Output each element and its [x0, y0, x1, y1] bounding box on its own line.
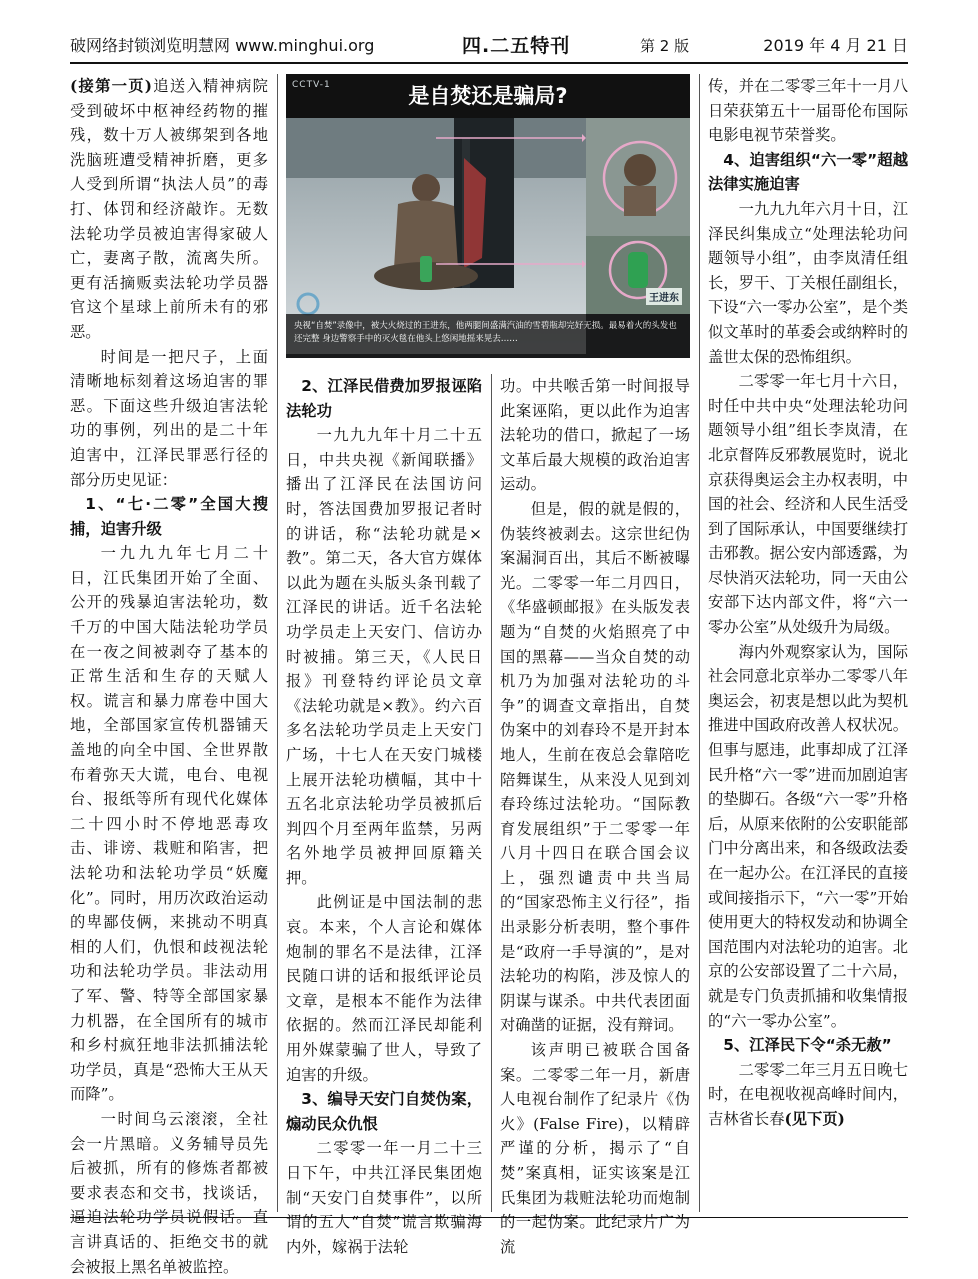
article-column-1 [70, 74, 268, 1279]
section-heading-5: 5、江泽民下令“杀无赦” [723, 1036, 892, 1055]
section-heading-3: 3、编导天安门自焚伪案，煽动民众仇恨 [286, 1090, 482, 1133]
paragraph: 传，并在二零零三年十一月八日荣获第五十一届哥伦布国际电影电视节荣誉奖。 [708, 77, 908, 145]
article-column-3 [500, 374, 690, 1259]
bottle-closeup-inset [586, 236, 690, 314]
section-heading-4: 4、迫害组织“六一零”超越法律实施迫害 [708, 150, 908, 194]
paragraph: 该声明已被联合国备案。二零零二年一月，新唐人电视台制作了纪录片《伪火》(False Fire)，以精辟严谨的分析，揭示了“自焚”案真相，证实该案是江氏集团为栽赃法轮功而炮制的一起伪案。此纪录片广为流 [500, 1041, 690, 1256]
site-banner: 破网络封锁浏览明慧网 www.minghui.org [70, 36, 375, 55]
cctv-logo: CCTV-1 [292, 80, 331, 90]
column-divider [491, 374, 492, 1212]
head-closeup-inset [586, 118, 690, 236]
paragraph: 二零零一年一月二十三日下午，中共江泽民集团炮制“天安门自焚事件”，以所谓的五人“自焚”谎言欺骗海内外，嫁祸于法轮 [286, 1139, 482, 1256]
section-heading-2: 2、江泽民借费加罗报诬陷法轮功 [286, 377, 482, 420]
paragraph: (接第一页)追送入精神病院受到破坏中枢神经药物的摧残，数十万人被绑架到各地洗脑班遭受精神折磨，更多人受到所谓“执法人员”的毒打、体罚和经济敲诈。无数法轮功学员被迫害得家破人亡，妻离子散，流离失所。更有活摘贩卖法轮功学员器官这个星球上前所未有的邪恶。 [70, 77, 268, 341]
paragraph: 一九九九年七月二十日，江氏集团开始了全面、公开的残暴迫害法轮功，数千万的中国大陆法轮功学员在一夜之间被剥夺了基本的正常生活和生存的天赋人权。谎言和暴力席卷中国大地，全部国家宣传机器铺天盖地的向全中国、全世界散布着弥天大谎，电台、电视台、报纸等所有现代化媒体二十四小时不停地恶毒攻击、诽谤、栽赃和陷害，把法轮功和法轮功学员“妖魔化”。同时，用历次政治运动的卑鄙伎俩，来挑动不明真相的人们，仇恨和歧视法轮功和法轮功学员。非法动用了军、警、特等全部国家暴力机器，在全国所有的城市和乡村疯狂地非法抓捕法轮功学员，真是“恐怖大王从天而降”。 [70, 544, 268, 1104]
name-tag: 王进东 [646, 288, 682, 305]
paragraph: 二零零二年三月五日晚七时，在电视收视高峰时间内，吉林省长春(见下页) [708, 1060, 908, 1128]
page-number: 第 2 版 [640, 37, 690, 55]
column-divider [699, 74, 700, 1212]
paragraph: 但是，假的就是假的，伪装终被剥去。这宗世纪伪案漏洞百出，其后不断被曝光。二零零一年二月四日，《华盛顿邮报》在头版发表题为“自焚的火焰照亮了中国的黑幕——当众自焚的动机乃为加强对法轮功的斗争”的调查文章指出，自焚伪案中的刘春玲不是开封本地人，生前在夜总会靠陪吃陪舞谋生，从来没人见到刘春玲练过法轮功。“国际教育发展组织”于二零零一年八月十四日在联合国会议上，强烈谴责中共当局的“国家恐怖主义行径”，指出录影分析表明，整个事件是“政府一手导演的”，是对法轮功的构陷，涉及惊人的阴谋与谋杀。中共代表团面对确凿的证据，没有辩词。 [500, 499, 690, 1035]
issue-date: 2019 年 4 月 21 日 [763, 36, 908, 55]
paragraph: 此例证是中国法制的悲哀。本来，个人言论和媒体炮制的罪名不是法律，江泽民随口讲的话和报纸评论员文章，是根本不能作为法律依据的。然而江泽民却能利用外媒蒙骗了世人，导致了迫害的升级。 [286, 893, 482, 1084]
paragraph: 一时间乌云滚滚，全社会一片黑暗。义务辅导员先后被抓，所有的修炼者都被要求表态和交书，找谈话，逼迫法轮功学员说假话。直言讲真话的、拒绝交书的就会被报上黑名单被监控。 [70, 1109, 268, 1276]
paragraph: 一九九九年十月二十五日，中共央视《新闻联播》播出了江泽民在法国访问时，答法国费加罗报记者时的讲话，称“法轮功就是×教”。第二天，各大官方媒体以此为题在头版头条刊载了江泽民的讲话。近千名法轮功学员走上天安门、信访办时被捕。第三天，《人民日报》刊登特约评论员文章《法轮功就是×教》。约六百多名法轮功学员走上天安门广场，十七人在天安门城楼上展开法轮功横幅，其中十五名北京法轮功学员被抓后判四个月至两年监禁，另两名外地学员被押回原籍关押。 [286, 426, 482, 887]
figure-title: 是自焚还是骗局? [286, 74, 690, 118]
article-column-2 [286, 374, 482, 1259]
issue-title: 四.二五特刊 [462, 35, 571, 57]
section-heading-1: 1、“七·二零”全国大搜捕，迫害升级 [70, 495, 268, 538]
continued-on-label: (见下页) [784, 1109, 845, 1128]
figure-caption: 央视“自焚”录像中，被大火烧过的王进东，他两腿间盛满汽油的雪碧瓶却完好无损。最易着火的头发也还完整 身边警察手中的灭火毯在他头上悠闲地摇来晃去…… [286, 314, 690, 358]
column-divider [277, 74, 278, 1212]
continued-from-label: (接第一页) [70, 77, 153, 95]
article-column-4 [708, 74, 908, 1132]
paragraph: 一九九九年六月十日，江泽民纠集成立“处理法轮功问题领导小组”，由李岚清任组长，罗干、丁关根任副组长，下设“六一零办公室”，是个类似文革时的革委会或纳粹时的盖世太保的恐怖组织。 [708, 199, 908, 366]
news-photo-figure [286, 74, 690, 358]
paragraph: 功。中共喉舌第一时间报导此案诬陷，更以此作为迫害法轮功的借口，掀起了一场文革后最大规模的政治迫害运动。 [500, 377, 690, 494]
paragraph: 海内外观察家认为，国际社会同意北京举办二零零八年奥运会，初衷是想以此为契机推进中国政府改善人权状况。但事与愿违，此事却成了江泽民升格“六一零”进而加剧迫害的垫脚石。各级“六一零”升格后，从原来依附的公安职能部门中分离出来，和各级政法委在一起办公。在江泽民的直接或间接指示下，“六一零”开始使用更大的特权发动和协调全国范围内对法轮功的迫害。北京的公安部设置了二十六局，就是专门负责抓捕和收集情报的“六一零办公室”。 [708, 642, 908, 1030]
paragraph: 二零零一年七月十六日，时任中共中央“处理法轮功问题领导小组”组长李岚清，在北京督阵反邪教展览时，说北京获得奥运会主办权表明，中国的社会、经济和人民生活受到了国际承认，中国要继续打击邪教。据公安内部透露，为尽快消灭法轮功，同一天由公安部下达内部文件，将“六一零办公室”从处级升为局级。 [708, 372, 908, 637]
page-header [70, 28, 908, 64]
paragraph: 时间是一把尺子，上面清晰地标刻着这场迫害的罪恶。下面这些升级迫害法轮功的事例，列出的是二十年迫害中，江泽民罪恶行径的部分历史见证： [70, 347, 268, 489]
